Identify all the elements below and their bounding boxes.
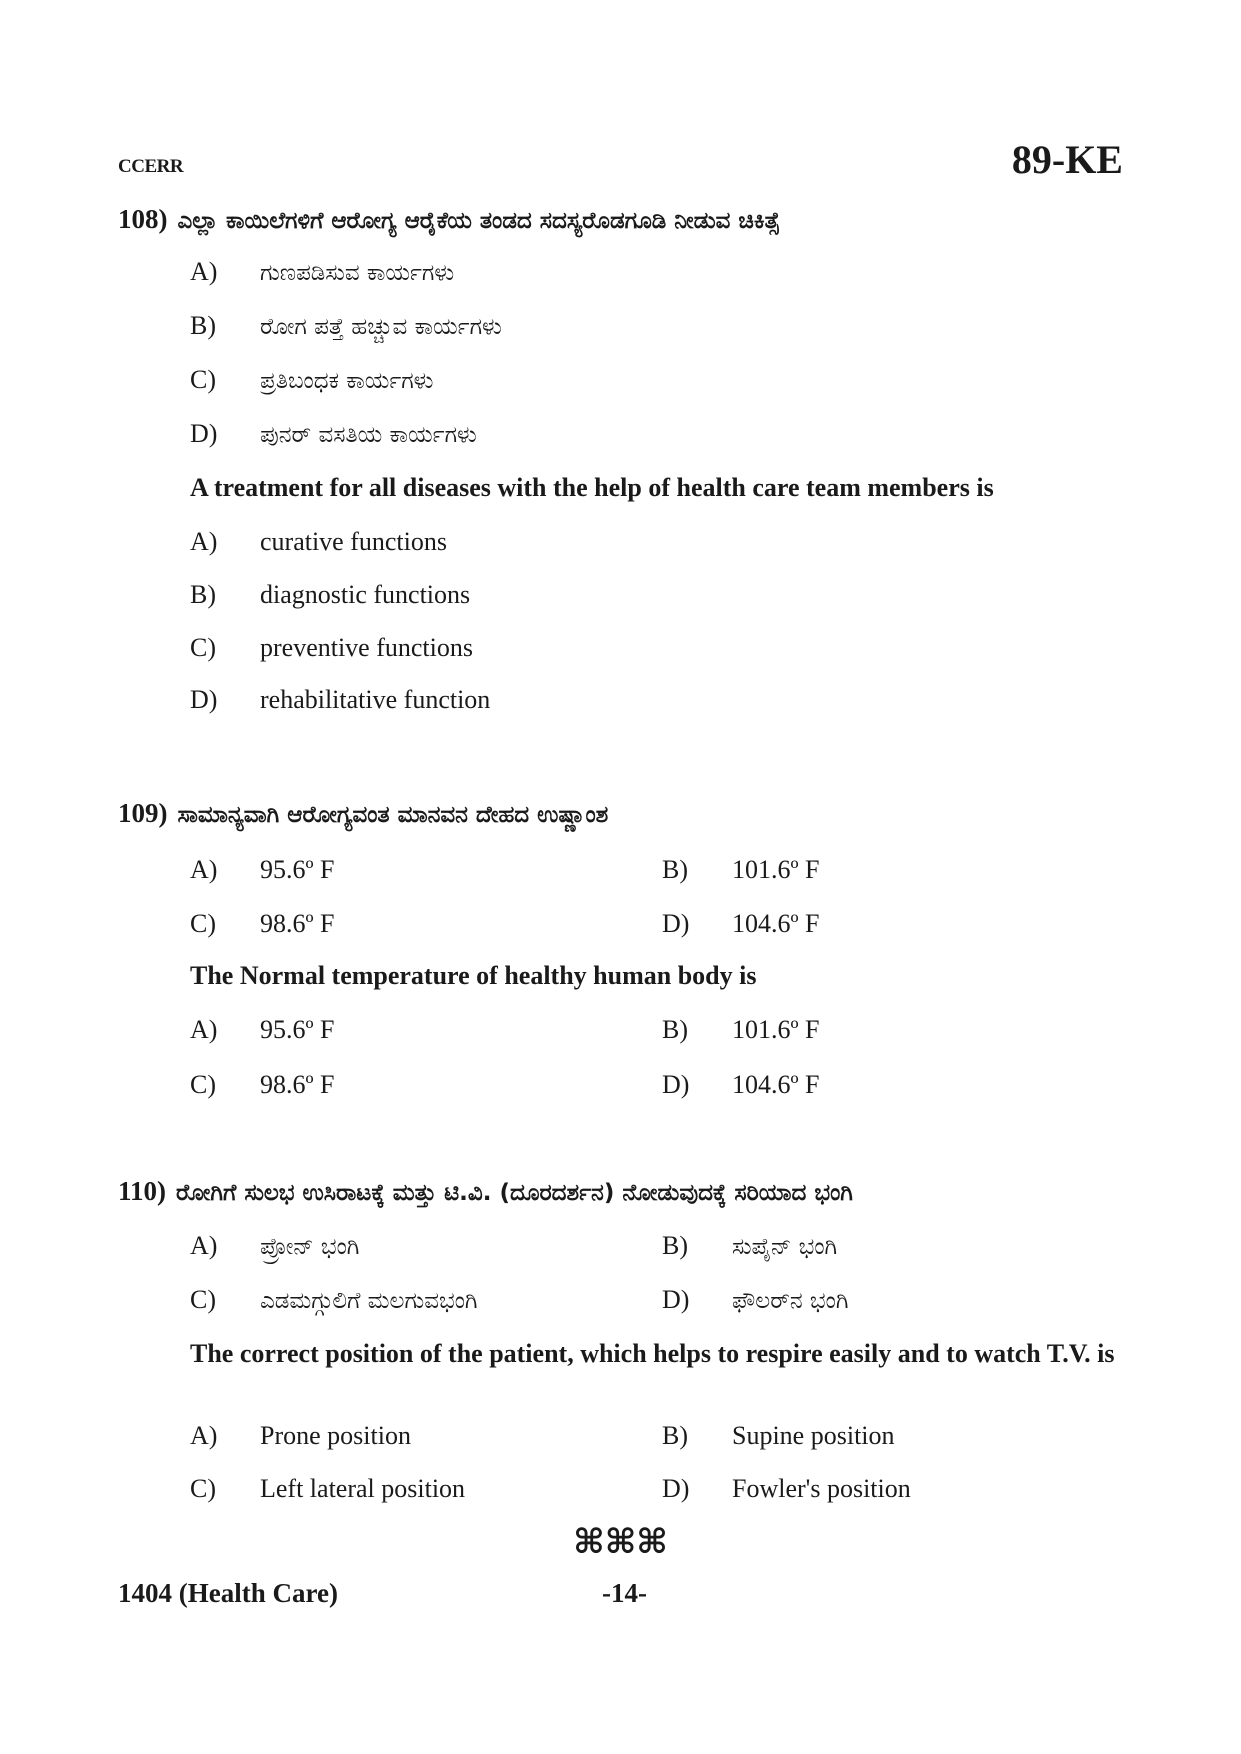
- option-b-english: B) Supine position: [662, 1421, 895, 1450]
- option-a-kannada: A) ಪ್ರೋನ್ ಭಂಗಿ: [190, 1231, 360, 1260]
- option-d-english: D) 104.6º F: [662, 1070, 820, 1099]
- footer-subject: 1404 (Health Care): [118, 1578, 338, 1608]
- option-b-english: B) 101.6º F: [662, 1015, 820, 1044]
- option-c-kannada: C) ಎಡಮಗ್ಗುಲಿಗೆ ಮಲಗುವಭಂಗಿ: [190, 1285, 478, 1314]
- option-b-english: B) diagnostic functions: [190, 580, 471, 609]
- question-text-english: The correct position of the patient, which helps to respire easily and to watch T.V. is: [190, 1339, 1115, 1368]
- option-b-kannada: B) ರೋಗ ಪತ್ತೆ ಹಚ್ಚುವ ಕಾರ್ಯಗಳು: [190, 311, 502, 340]
- question-number: 109): [118, 798, 168, 828]
- header-code: CCERR: [118, 156, 184, 177]
- question-text-kannada: ಸಾಮಾನ್ಯವಾಗಿ ಆರೋಗ್ಯವಂತ ಮಾನವನ ದೇಹದ ಉಷ್ಣಾಂಶ: [177, 802, 609, 828]
- option-a-kannada: A) ಗುಣಪಡಿಸುವ ಕಾರ್ಯಗಳು: [190, 257, 455, 286]
- option-b-kannada: B) 101.6º F: [662, 855, 820, 884]
- option-d-kannada: D) ಫೌಲರ್‌ನ ಭಂಗಿ: [662, 1285, 849, 1314]
- question-text-kannada: ರೋಗಿಗೆ ಸುಲಭ ಉಸಿರಾಟಕ್ಕೆ ಮತ್ತು ಟಿ.ವಿ. (ದೂರದರ್ಶನ) ನೋಡುವುದಕ್ಕೆ ಸರಿಯಾದ ಭಂಗಿ: [176, 1180, 853, 1206]
- question-text-kannada: ಎಲ್ಲಾ ಕಾಯಿಲೆಗಳಿಗೆ ಆರೋಗ್ಯ ಆರೈಕೆಯ ತಂಡದ ಸದಸ್ಯರೊಡಗೂಡಿ ನೀಡುವ ಚಿಕಿತ್ಸೆ: [177, 208, 780, 234]
- option-a-kannada: A) 95.6º F: [190, 855, 335, 884]
- option-a-english: A) 95.6º F: [190, 1015, 335, 1044]
- page-number: -14-: [602, 1578, 647, 1608]
- question-number: 108): [118, 204, 168, 234]
- option-c-kannada: C) ಪ್ರತಿಬಂಧಕ ಕಾರ್ಯಗಳು: [190, 365, 434, 394]
- option-a-english: A) curative functions: [190, 527, 447, 556]
- option-d-kannada: D) ಪುನರ್ ವಸತಿಯ ಕಾರ್ಯಗಳು: [190, 419, 477, 448]
- question-text-english: A treatment for all diseases with the help of health care team members is: [190, 473, 994, 502]
- paper-code: 89-KE: [1011, 137, 1123, 182]
- question-110-kannada: [118, 1174, 1123, 1210]
- option-c-english: C) 98.6º F: [190, 1070, 335, 1099]
- question-text-english: The Normal temperature of healthy human body is: [190, 961, 757, 990]
- option-c-english: C) preventive functions: [190, 633, 473, 662]
- question-number: 110): [118, 1176, 167, 1206]
- question-108-kannada: [118, 202, 1123, 238]
- option-a-english: A) Prone position: [190, 1421, 411, 1450]
- option-c-english: C) Left lateral position: [190, 1474, 466, 1503]
- option-c-kannada: C) 98.6º F: [190, 909, 335, 938]
- option-d-english: D) Fowler's position: [662, 1474, 911, 1503]
- option-d-english: D) rehabilitative function: [190, 685, 491, 714]
- end-of-section-mark: ⌘⌘⌘: [573, 1522, 668, 1562]
- question-109-kannada: [118, 796, 1123, 832]
- option-b-kannada: B) ಸುಪೈನ್ ಭಂಗಿ: [662, 1231, 838, 1260]
- option-d-kannada: D) 104.6º F: [662, 909, 820, 938]
